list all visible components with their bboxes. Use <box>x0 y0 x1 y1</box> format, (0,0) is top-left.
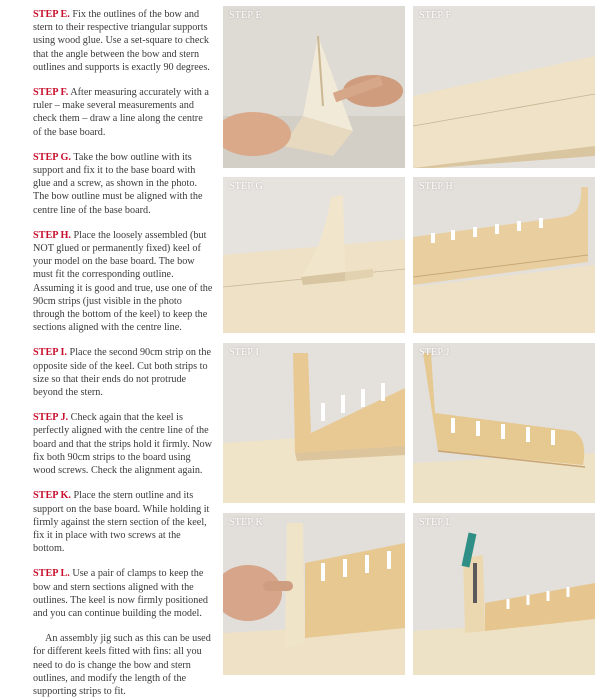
photo-step-i <box>223 343 405 503</box>
step-heading: STEP F. <box>33 87 69 99</box>
step-heading: STEP H. <box>33 229 71 241</box>
photo-label: STEP I <box>229 347 259 358</box>
closing-paragraph: An assembly jig such as this can be used for different keels fitted with fins: all you need to do is change the bow and stern outlines, and modify the length of the supporting strips to fit. <box>33 633 211 697</box>
step-g-paragraph <box>33 151 213 217</box>
step-l-paragraph <box>33 567 213 620</box>
step-body: Place the loosely assembled (but NOT glued or permanently fixed) keel of your model on the base board. The bow must fit the corresponding outline. Assuming it is good and true, use one of the 90cm strips (just visible in the photo through the bottom of the keel) to keep the sections aligned with the centre line. <box>33 229 213 334</box>
photo-label: STEP J <box>419 347 450 358</box>
step-i-paragraph <box>33 346 213 399</box>
step-heading: STEP J. <box>33 412 69 424</box>
photo-label: STEP E <box>229 10 262 21</box>
photo-label: STEP K <box>229 517 263 528</box>
photo-label: STEP F <box>419 10 452 21</box>
instructions-column <box>33 8 213 698</box>
photo-step-g <box>223 177 405 333</box>
photo-step-h <box>413 177 595 333</box>
photo-label: STEP H <box>419 181 453 192</box>
step-body: Place the second 90cm strip on the opposite side of the keel. Cut both strips to size so that their ends do not protrude beyond the stern. <box>33 347 211 399</box>
step-body: Use a pair of clamps to keep the bow and stern sections aligned with the outlines. The keel is now firmly positioned and you can continue building the model. <box>33 568 208 619</box>
photo-label: STEP G <box>229 181 263 192</box>
step-k-paragraph <box>33 489 213 555</box>
step-heading: STEP K. <box>33 490 71 502</box>
step-body: After measuring accurately with a ruler – make several measurements and check them – draw a line along the centre of the base board. <box>33 87 209 138</box>
photo-label: STEP L <box>419 517 452 528</box>
photo-step-k <box>223 513 405 675</box>
step-heading: STEP I. <box>33 347 67 359</box>
photo-step-e <box>223 6 405 168</box>
photo-step-l <box>413 513 595 675</box>
photo-step-f <box>413 6 595 168</box>
step-h-paragraph <box>33 229 213 335</box>
step-body: Fix the outlines of the bow and stern to their respective triangular supports using wood glue. Use a set-square to check that the angle between the bow and stern outlines and supports is exactly 90 degrees. <box>33 9 210 73</box>
step-f-paragraph <box>33 86 213 139</box>
step-heading: STEP E. <box>33 9 70 20</box>
step-heading: STEP L. <box>33 568 70 580</box>
step-e-paragraph <box>33 8 213 74</box>
step-body: Take the bow outline with its support and fix it to the base board with glue and a screw, as shown in the photo. The bow outline must be aligned with the centre line of the base board. <box>33 151 203 216</box>
step-heading: STEP G. <box>33 151 71 163</box>
step-body: Place the stern outline and its support on the base board. While holding it firmly against the stern section of the keel, fix it in place with two screws at the bottom. <box>33 490 210 555</box>
photo-step-j <box>413 343 595 503</box>
step-body: Check again that the keel is perfectly aligned with the centre line of the board and that the strips hold it firmly. Now fix both 90cm strips to the board using wood screws. Check the alignment again. <box>33 412 213 477</box>
step-j-paragraph <box>33 411 213 477</box>
